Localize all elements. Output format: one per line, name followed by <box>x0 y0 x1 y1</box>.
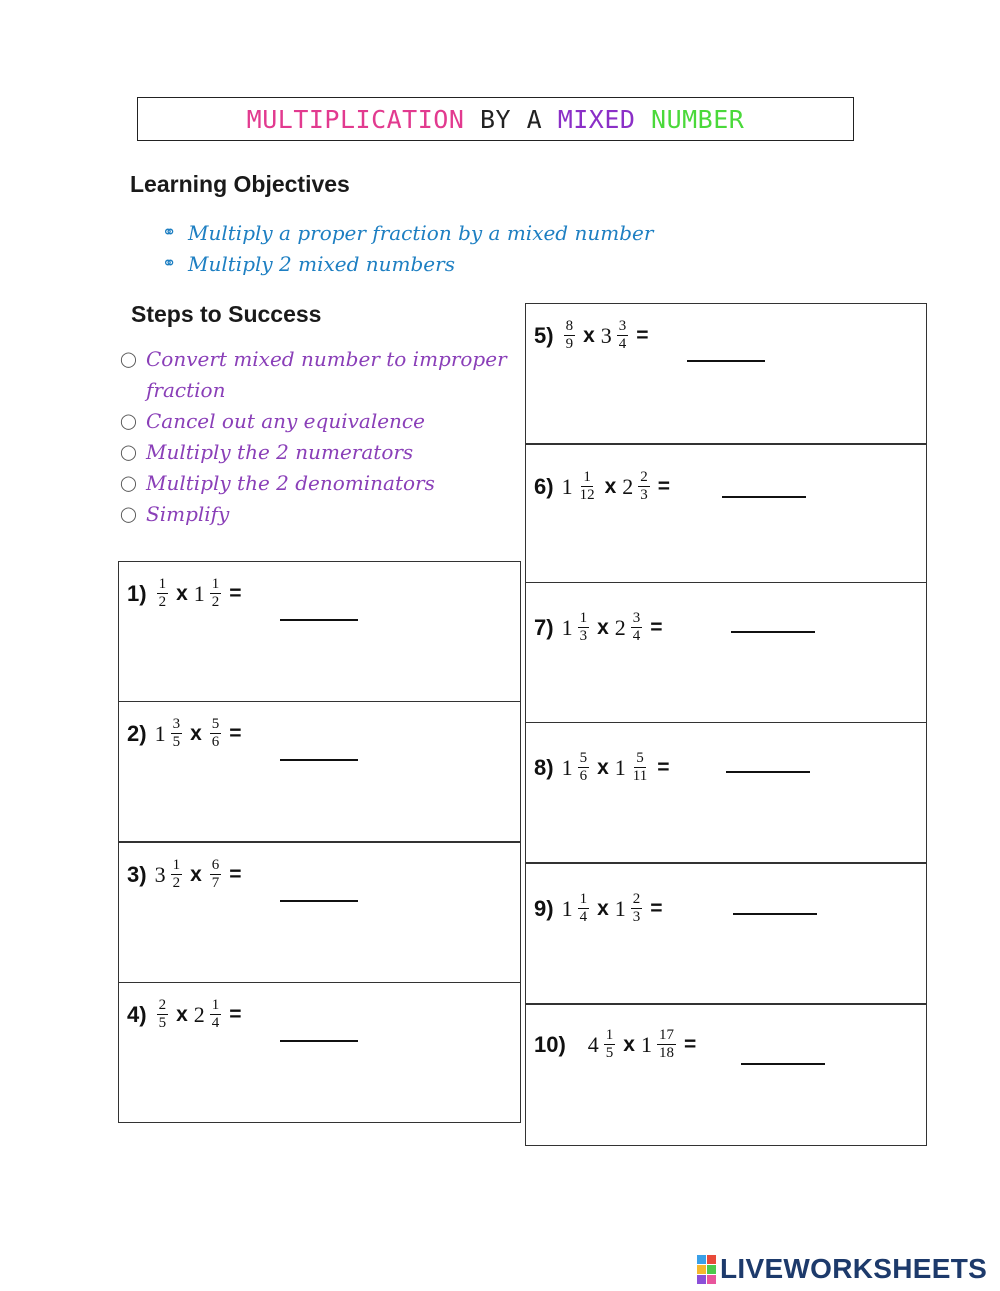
problem-number: 4) <box>127 1001 147 1027</box>
problem-number: 5) <box>534 322 554 348</box>
bicycle-icon: ◯ <box>120 474 137 492</box>
problem-expression <box>127 857 242 892</box>
multiply-sign: x <box>623 1032 635 1056</box>
problem-number: 2) <box>127 720 147 746</box>
objective-text: Multiply a proper fraction by a mixed number <box>188 220 654 245</box>
fraction <box>157 997 169 1032</box>
equals-sign: = <box>229 721 242 745</box>
numerator: 1 <box>579 610 588 626</box>
numerator: 1 <box>172 857 181 873</box>
step-item <box>120 499 520 530</box>
whole-number: 1 <box>561 895 573 921</box>
denominator: 2 <box>172 875 181 891</box>
denominator: 2 <box>158 594 167 610</box>
problem-number: 1) <box>127 580 147 606</box>
whole-number: 2 <box>614 614 626 640</box>
title-word-number: NUMBER <box>635 104 745 134</box>
numerator: 8 <box>565 318 574 334</box>
equals-sign: = <box>650 896 663 920</box>
denominator: 4 <box>211 1015 220 1031</box>
problem-expression <box>534 750 669 785</box>
whole-number: 3 <box>600 322 612 348</box>
problem-expression <box>127 576 242 611</box>
fraction <box>631 610 643 645</box>
step-text: Multiply the 2 denominators <box>146 471 435 495</box>
learning-objectives-list <box>162 217 653 279</box>
step-item <box>120 406 520 437</box>
answer-blank[interactable] <box>280 759 358 761</box>
denominator: 3 <box>579 628 588 644</box>
numerator: 3 <box>618 318 627 334</box>
step-text: Cancel out any equivalence <box>146 409 425 433</box>
answer-blank[interactable] <box>280 1040 358 1042</box>
problem-box <box>525 582 927 723</box>
problem-number: 7) <box>534 614 554 640</box>
numerator: 2 <box>632 891 641 907</box>
numerator: 1 <box>583 469 591 485</box>
fraction <box>171 716 183 751</box>
problem-number: 3) <box>127 861 147 887</box>
bullet-icon: ⚭ <box>162 222 177 243</box>
problem-box <box>525 863 927 1004</box>
step-item <box>120 344 520 375</box>
fraction <box>657 1027 676 1062</box>
numerator: 1 <box>211 997 220 1013</box>
denominator: 7 <box>211 875 220 891</box>
numerator: 1 <box>605 1027 614 1043</box>
problem-number: 9) <box>534 895 554 921</box>
equals-sign: = <box>657 474 671 498</box>
answer-blank[interactable] <box>722 496 806 498</box>
numerator: 6 <box>211 857 220 873</box>
problem-box <box>118 842 521 983</box>
problem-box <box>525 444 927 583</box>
denominator: 12 <box>579 487 595 503</box>
logo-text: LIVEWORKSHEETS <box>720 1253 988 1284</box>
fraction <box>638 469 650 504</box>
denominator: 18 <box>658 1045 674 1061</box>
numerator: 5 <box>636 750 644 766</box>
whole-number: 1 <box>614 754 626 780</box>
denominator: 5 <box>172 734 181 750</box>
equals-sign: = <box>229 862 242 886</box>
multiply-sign: x <box>597 615 609 639</box>
problem-box <box>525 1004 927 1146</box>
multiply-sign: x <box>583 323 595 347</box>
whole-number: 4 <box>587 1031 599 1057</box>
fraction <box>631 891 643 926</box>
whole-number: 1 <box>561 754 573 780</box>
denominator: 11 <box>632 768 648 784</box>
whole-number: 1 <box>193 580 205 606</box>
whole-number: 3 <box>154 861 166 887</box>
bicycle-icon: ◯ <box>120 412 137 430</box>
problem-expression <box>534 610 663 645</box>
numerator: 2 <box>640 469 648 485</box>
multiply-sign: x <box>597 896 609 920</box>
denominator: 3 <box>632 909 641 925</box>
denominator: 5 <box>158 1015 167 1031</box>
answer-blank[interactable] <box>687 360 765 362</box>
learning-objectives-heading: Learning Objectives <box>130 171 350 197</box>
numerator: 17 <box>658 1027 674 1043</box>
equals-sign: = <box>683 1032 697 1056</box>
step-item <box>120 468 520 499</box>
problem-box <box>525 722 927 863</box>
denominator: 2 <box>211 594 220 610</box>
problem-number: 6) <box>534 473 554 499</box>
fraction <box>604 1027 616 1062</box>
step-text: fraction <box>146 378 226 402</box>
problem-box <box>525 303 927 444</box>
fraction <box>631 750 649 785</box>
denominator: 4 <box>632 628 641 644</box>
problem-number: 8) <box>534 754 554 780</box>
title-word-mixed: MIXED <box>557 104 636 134</box>
step-text: Multiply the 2 numerators <box>146 440 414 464</box>
equals-sign: = <box>650 615 663 639</box>
multiply-sign: x <box>190 862 202 886</box>
denominator: 3 <box>640 487 648 503</box>
answer-blank[interactable] <box>280 900 358 902</box>
fraction <box>578 750 590 785</box>
bicycle-icon: ◯ <box>120 443 137 461</box>
numerator: 5 <box>211 716 220 732</box>
numerator: 3 <box>172 716 181 732</box>
multiply-sign: x <box>176 1002 188 1026</box>
answer-blank[interactable] <box>726 771 810 773</box>
problem-box <box>118 561 521 702</box>
equals-sign: = <box>229 1002 242 1026</box>
liveworksheets-logo <box>697 1253 987 1285</box>
objective-text: Multiply 2 mixed numbers <box>188 251 455 276</box>
problem-expression <box>534 1027 696 1062</box>
fraction <box>578 610 590 645</box>
steps-heading: Steps to Success <box>131 301 322 327</box>
multiply-sign: x <box>597 755 609 779</box>
fraction <box>578 891 590 926</box>
answer-blank[interactable] <box>280 619 358 621</box>
logo-blocks-icon <box>697 1255 716 1284</box>
steps-list <box>120 344 520 530</box>
fraction <box>564 318 576 353</box>
equals-sign: = <box>229 581 242 605</box>
whole-number: 1 <box>640 1031 652 1057</box>
whole-number: 2 <box>193 1001 205 1027</box>
problem-expression <box>534 318 649 353</box>
answer-blank[interactable] <box>733 913 817 915</box>
step-item-continued <box>120 375 520 406</box>
numerator: 1 <box>158 576 167 592</box>
whole-number: 1 <box>561 614 573 640</box>
numerator: 3 <box>632 610 641 626</box>
problem-expression <box>534 891 663 926</box>
fraction <box>171 857 183 892</box>
step-text: Convert mixed number to improper <box>146 347 507 371</box>
fraction <box>578 469 597 504</box>
step-text: Simplify <box>146 502 230 526</box>
equals-sign: = <box>657 755 670 779</box>
answer-blank[interactable] <box>731 631 815 633</box>
denominator: 6 <box>211 734 220 750</box>
problem-box <box>118 982 521 1123</box>
numerator: 5 <box>579 750 588 766</box>
fraction <box>210 857 222 892</box>
step-item <box>120 437 520 468</box>
problem-expression <box>127 997 242 1032</box>
denominator: 5 <box>605 1045 614 1061</box>
fraction <box>210 716 222 751</box>
problem-box <box>118 701 521 842</box>
numerator: 2 <box>158 997 167 1013</box>
numerator: 1 <box>211 576 220 592</box>
answer-blank[interactable] <box>741 1063 825 1065</box>
whole-number: 1 <box>154 720 166 746</box>
title-word-by-a: BY A <box>464 104 558 134</box>
problem-number: 10) <box>534 1031 566 1057</box>
whole-number: 1 <box>614 895 626 921</box>
bullet-icon: ⚭ <box>162 253 177 274</box>
bicycle-icon: ◯ <box>120 350 137 368</box>
problem-expression <box>534 469 670 504</box>
fraction <box>210 576 222 611</box>
title-word-multiplication: MULTIPLICATION <box>246 104 465 134</box>
denominator: 4 <box>618 336 627 352</box>
objective-item <box>162 248 653 279</box>
bicycle-icon: ◯ <box>120 505 137 523</box>
denominator: 9 <box>565 336 574 352</box>
fraction <box>157 576 169 611</box>
equals-sign: = <box>636 323 649 347</box>
objective-item <box>162 217 653 248</box>
numerator: 1 <box>579 891 588 907</box>
multiply-sign: x <box>176 581 188 605</box>
whole-number: 1 <box>561 473 573 499</box>
multiply-sign: x <box>604 474 617 498</box>
multiply-sign: x <box>190 721 202 745</box>
denominator: 6 <box>579 768 588 784</box>
denominator: 4 <box>579 909 588 925</box>
problem-expression <box>127 716 242 751</box>
worksheet-title <box>137 97 854 141</box>
fraction <box>617 318 629 353</box>
whole-number: 2 <box>622 473 634 499</box>
fraction <box>210 997 222 1032</box>
